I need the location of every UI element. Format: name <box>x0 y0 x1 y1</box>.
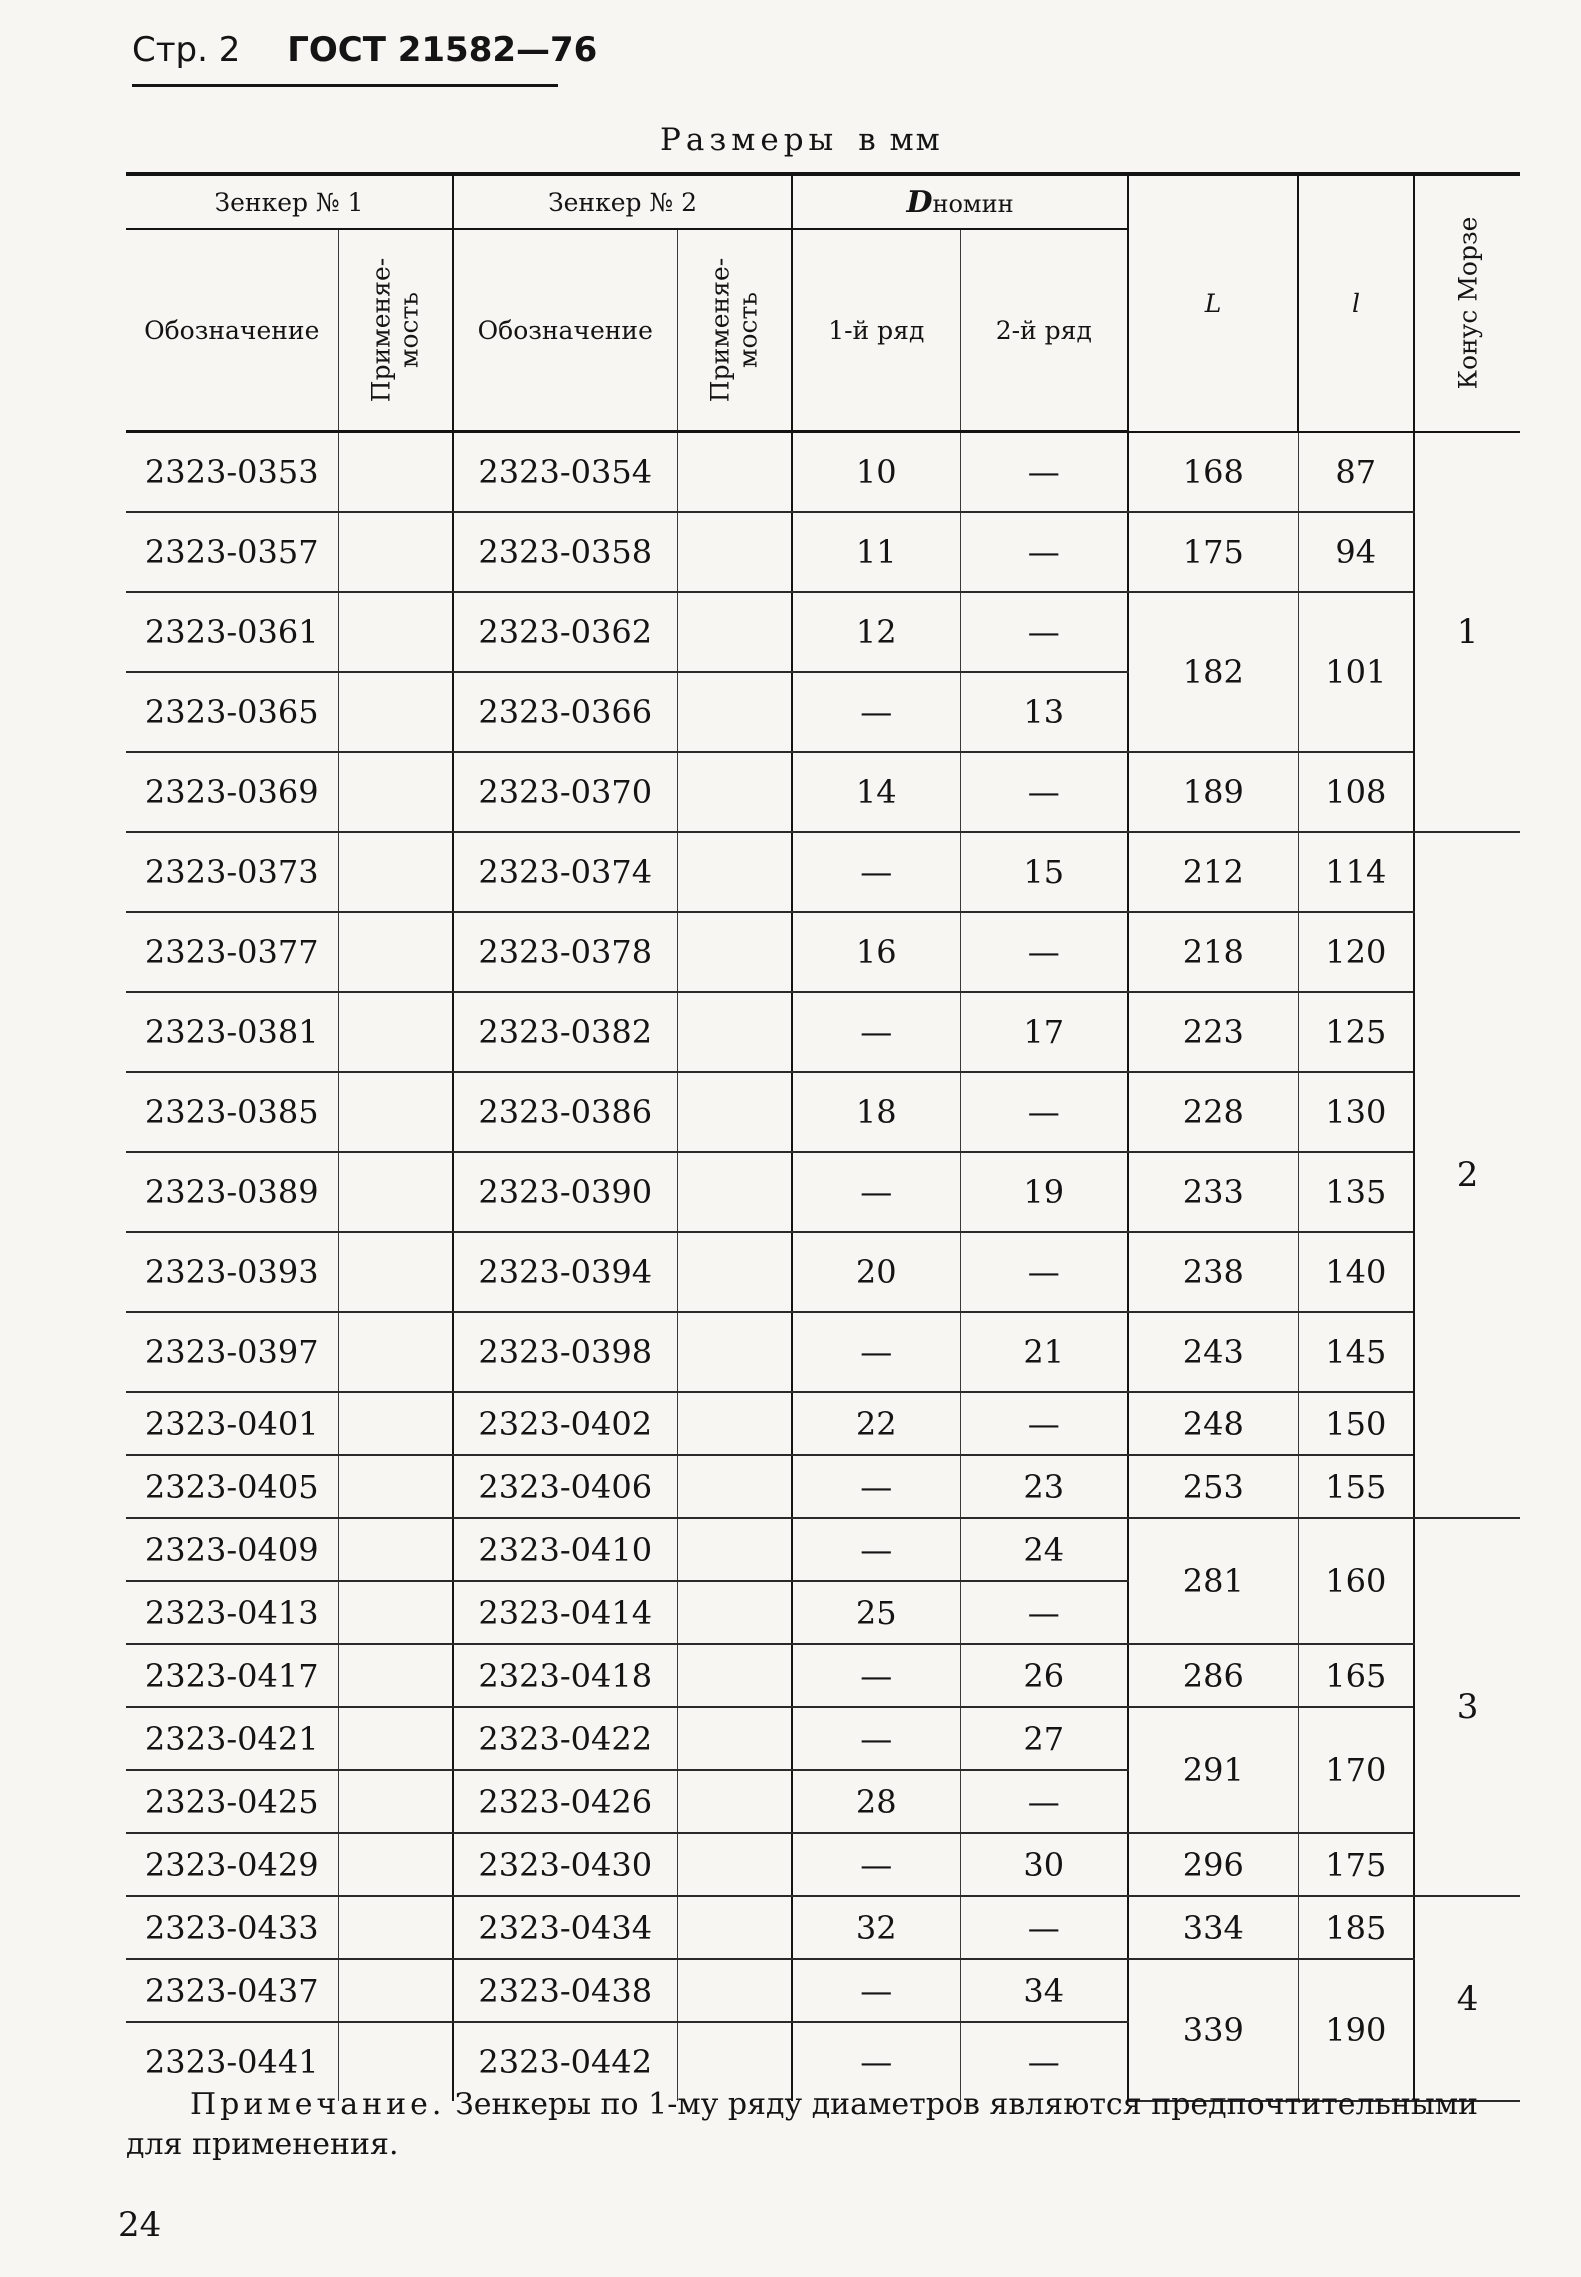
applicability-cell <box>677 432 792 513</box>
d-row2-value: 21 <box>960 1312 1128 1392</box>
zenker1-designation: 2323-0377 <box>126 912 338 992</box>
d-row2-value: — <box>960 1072 1128 1152</box>
d-row2-value: 34 <box>960 1959 1128 2022</box>
table-note <box>126 2085 1526 2165</box>
length-l-value: 135 <box>1298 1152 1414 1232</box>
zenker2-designation: 2323-0422 <box>453 1707 677 1770</box>
applicability-cell <box>677 1833 792 1896</box>
page-label: Стр. 2 <box>132 30 241 70</box>
d-row2-value: — <box>960 1232 1128 1312</box>
zenker1-designation: 2323-0437 <box>126 1959 338 2022</box>
d-row1-value: 20 <box>792 1232 960 1312</box>
length-L-value: 248 <box>1128 1392 1298 1455</box>
table-row <box>126 1232 1520 1312</box>
d-row2-value: — <box>960 512 1128 592</box>
d-row1-value: — <box>792 1455 960 1518</box>
d-row2-value: — <box>960 1896 1128 1959</box>
zenker1-designation: 2323-0401 <box>126 1392 338 1455</box>
zenker1-designation: 2323-0413 <box>126 1581 338 1644</box>
zenker2-designation: 2323-0382 <box>453 992 677 1072</box>
length-L-value: 212 <box>1128 832 1298 912</box>
table-row <box>126 1896 1520 1959</box>
applicability-cell <box>677 1455 792 1518</box>
zenker2-designation: 2323-0362 <box>453 592 677 672</box>
header-l: l <box>1298 174 1414 432</box>
d-row2-value: 30 <box>960 1833 1128 1896</box>
length-L-value: 339 <box>1128 1959 1298 2101</box>
length-l-value: 108 <box>1298 752 1414 832</box>
d-row2-value: — <box>960 2022 1128 2101</box>
applicability-cell <box>338 992 453 1072</box>
zenker1-designation: 2323-0397 <box>126 1312 338 1392</box>
zenker2-designation: 2323-0402 <box>453 1392 677 1455</box>
applicability-cell <box>338 1644 453 1707</box>
zenker1-designation: 2323-0389 <box>126 1152 338 1232</box>
header-row-2: 2-й ряд <box>960 229 1128 432</box>
zenker1-designation: 2323-0405 <box>126 1455 338 1518</box>
length-L-value: 218 <box>1128 912 1298 992</box>
d-row2-value: — <box>960 432 1128 513</box>
length-L-value: 238 <box>1128 1232 1298 1312</box>
table-row <box>126 1312 1520 1392</box>
applicability-cell <box>338 1392 453 1455</box>
d-row1-value: — <box>792 672 960 752</box>
applicability-label-1: Применяе-мость <box>366 257 424 403</box>
d-row1-value: 28 <box>792 1770 960 1833</box>
d-row2-value: 26 <box>960 1644 1128 1707</box>
d-row2-value: — <box>960 912 1128 992</box>
zenker2-designation: 2323-0410 <box>453 1518 677 1581</box>
applicability-cell <box>677 1072 792 1152</box>
length-L-value: 182 <box>1128 592 1298 752</box>
zenker2-designation: 2323-0414 <box>453 1581 677 1644</box>
d-row1-value: 32 <box>792 1896 960 1959</box>
d-row2-value: 23 <box>960 1455 1128 1518</box>
zenker1-designation: 2323-0433 <box>126 1896 338 1959</box>
d-row1-value: — <box>792 1312 960 1392</box>
d-row2-value: — <box>960 1392 1128 1455</box>
table-row <box>126 1152 1520 1232</box>
applicability-cell <box>338 1833 453 1896</box>
table-row <box>126 512 1520 592</box>
zenker1-designation: 2323-0421 <box>126 1707 338 1770</box>
zenker2-designation: 2323-0366 <box>453 672 677 752</box>
d-symbol: D <box>906 184 933 220</box>
applicability-cell <box>677 1959 792 2022</box>
table-row <box>126 1072 1520 1152</box>
table-row <box>126 1455 1520 1518</box>
applicability-cell <box>677 592 792 672</box>
length-l-value: 145 <box>1298 1312 1414 1392</box>
applicability-cell <box>338 1232 453 1312</box>
length-l-value: 165 <box>1298 1644 1414 1707</box>
applicability-label-2: Применяе-мость <box>705 257 763 403</box>
zenker1-designation: 2323-0357 <box>126 512 338 592</box>
applicability-cell <box>338 1707 453 1770</box>
table-row <box>126 1833 1520 1896</box>
header-applicability-2 <box>677 229 792 432</box>
table-row <box>126 1707 1520 1770</box>
morse-group-2: 2 <box>1414 832 1520 1518</box>
header-applicability-1 <box>338 229 453 432</box>
d-row1-value: — <box>792 992 960 1072</box>
length-l-value: 160 <box>1298 1518 1414 1644</box>
zenker2-designation: 2323-0358 <box>453 512 677 592</box>
zenker2-designation: 2323-0430 <box>453 1833 677 1896</box>
applicability-cell <box>677 912 792 992</box>
length-l-value: 175 <box>1298 1833 1414 1896</box>
applicability-cell <box>338 1581 453 1644</box>
page-header <box>132 30 597 70</box>
length-l-value: 155 <box>1298 1455 1414 1518</box>
d-row1-value: — <box>792 1644 960 1707</box>
d-row2-value: — <box>960 752 1128 832</box>
zenker2-designation: 2323-0442 <box>453 2022 677 2101</box>
applicability-cell <box>677 1896 792 1959</box>
zenker2-designation: 2323-0374 <box>453 832 677 912</box>
applicability-cell <box>677 1707 792 1770</box>
morse-group-3: 3 <box>1414 1518 1520 1896</box>
note-label: Примечание. <box>190 2087 446 2122</box>
length-L-value: 291 <box>1128 1707 1298 1833</box>
d-row1-value: — <box>792 1152 960 1232</box>
d-row1-value: 14 <box>792 752 960 832</box>
morse-group-1: 1 <box>1414 432 1520 833</box>
units-caption <box>660 122 942 158</box>
header-designation-1: Обозначение <box>126 229 338 432</box>
units-suffix: в мм <box>858 122 942 158</box>
zenker1-designation: 2323-0361 <box>126 592 338 672</box>
applicability-cell <box>338 1770 453 1833</box>
note-text: Зенкеры по 1-му ряду диаметров являются предпочтительными для применения. <box>126 2087 1479 2162</box>
zenker1-designation: 2323-0409 <box>126 1518 338 1581</box>
zenker2-designation: 2323-0426 <box>453 1770 677 1833</box>
applicability-cell <box>338 1072 453 1152</box>
applicability-cell <box>677 992 792 1072</box>
length-l-value: 150 <box>1298 1392 1414 1455</box>
zenker1-designation: 2323-0373 <box>126 832 338 912</box>
length-L-value: 223 <box>1128 992 1298 1072</box>
d-row1-value: 10 <box>792 432 960 513</box>
d-row2-value: — <box>960 1770 1128 1833</box>
table-row <box>126 992 1520 1072</box>
zenker2-designation: 2323-0386 <box>453 1072 677 1152</box>
applicability-cell <box>677 832 792 912</box>
standard-number: ГОСТ 21582—76 <box>287 30 598 70</box>
applicability-cell <box>338 1152 453 1232</box>
length-L-value: 253 <box>1128 1455 1298 1518</box>
length-l-value: 130 <box>1298 1072 1414 1152</box>
header-zenker-2: Зенкер № 2 <box>453 174 792 229</box>
length-l-value: 101 <box>1298 592 1414 752</box>
header-morse-taper <box>1414 174 1520 432</box>
length-L-value: 168 <box>1128 432 1298 513</box>
morse-group-4: 4 <box>1414 1896 1520 2101</box>
d-row1-value: 11 <box>792 512 960 592</box>
length-l-value: 125 <box>1298 992 1414 1072</box>
zenker1-designation: 2323-0365 <box>126 672 338 752</box>
zenker2-designation: 2323-0370 <box>453 752 677 832</box>
header-row-1: 1-й ряд <box>792 229 960 432</box>
applicability-cell <box>338 672 453 752</box>
applicability-cell <box>677 1518 792 1581</box>
d-row2-value: 24 <box>960 1518 1128 1581</box>
applicability-cell <box>338 1518 453 1581</box>
d-row1-value: — <box>792 1518 960 1581</box>
table-row <box>126 752 1520 832</box>
table-body <box>126 432 1520 2102</box>
note-paragraph <box>126 2085 1526 2165</box>
length-l-value: 120 <box>1298 912 1414 992</box>
applicability-cell <box>677 1581 792 1644</box>
length-l-value: 94 <box>1298 512 1414 592</box>
d-row1-value: 18 <box>792 1072 960 1152</box>
zenker2-designation: 2323-0406 <box>453 1455 677 1518</box>
zenker1-designation: 2323-0393 <box>126 1232 338 1312</box>
length-L-value: 281 <box>1128 1518 1298 1644</box>
units-title: Размеры <box>660 122 839 158</box>
zenker2-designation: 2323-0378 <box>453 912 677 992</box>
length-L-value: 189 <box>1128 752 1298 832</box>
length-L-value: 175 <box>1128 512 1298 592</box>
d-row2-value: 27 <box>960 1707 1128 1770</box>
applicability-cell <box>338 752 453 832</box>
zenker1-designation: 2323-0369 <box>126 752 338 832</box>
applicability-cell <box>677 1152 792 1232</box>
header-underline <box>132 84 558 87</box>
applicability-cell <box>338 1896 453 1959</box>
table-row <box>126 912 1520 992</box>
zenker1-designation: 2323-0353 <box>126 432 338 513</box>
d-row2-value: — <box>960 1581 1128 1644</box>
zenker1-designation: 2323-0381 <box>126 992 338 1072</box>
header-d-nominal <box>792 174 1128 229</box>
applicability-cell <box>338 512 453 592</box>
applicability-cell <box>677 1644 792 1707</box>
length-L-value: 243 <box>1128 1312 1298 1392</box>
length-L-value: 334 <box>1128 1896 1298 1959</box>
length-l-value: 190 <box>1298 1959 1414 2101</box>
zenker1-designation: 2323-0425 <box>126 1770 338 1833</box>
applicability-cell <box>677 752 792 832</box>
dimensions-table <box>126 172 1520 2102</box>
length-L-value: 233 <box>1128 1152 1298 1232</box>
header-designation-2: Обозначение <box>453 229 677 432</box>
d-row1-value: — <box>792 1833 960 1896</box>
d-row1-value: — <box>792 2022 960 2101</box>
d-row1-value: — <box>792 1707 960 1770</box>
applicability-cell <box>338 592 453 672</box>
zenker1-designation: 2323-0429 <box>126 1833 338 1896</box>
applicability-cell <box>677 1312 792 1392</box>
table-row <box>126 1959 1520 2022</box>
d-row1-value: — <box>792 832 960 912</box>
applicability-cell <box>677 512 792 592</box>
zenker1-designation: 2323-0417 <box>126 1644 338 1707</box>
d-row2-value: 17 <box>960 992 1128 1072</box>
zenker2-designation: 2323-0394 <box>453 1232 677 1312</box>
d-row1-value: 25 <box>792 1581 960 1644</box>
zenker2-designation: 2323-0398 <box>453 1312 677 1392</box>
d-row2-value: 15 <box>960 832 1128 912</box>
zenker1-designation: 2323-0385 <box>126 1072 338 1152</box>
applicability-cell <box>677 1392 792 1455</box>
applicability-cell <box>338 432 453 513</box>
d-row1-value: — <box>792 1959 960 2022</box>
applicability-cell <box>338 912 453 992</box>
d-row2-value: 13 <box>960 672 1128 752</box>
d-row1-value: 16 <box>792 912 960 992</box>
length-l-value: 87 <box>1298 432 1414 513</box>
applicability-cell <box>338 832 453 912</box>
page-number: 24 <box>118 2205 162 2245</box>
d-row2-value: 19 <box>960 1152 1128 1232</box>
morse-taper-label: Конус Морзе <box>1452 216 1482 390</box>
length-l-value: 114 <box>1298 832 1414 912</box>
header-L: L <box>1128 174 1298 432</box>
applicability-cell <box>338 1455 453 1518</box>
applicability-cell <box>677 1232 792 1312</box>
table-row <box>126 832 1520 912</box>
zenker1-designation: 2323-0441 <box>144 2043 319 2081</box>
zenker2-designation: 2323-0354 <box>453 432 677 513</box>
d-row1-value: 12 <box>792 592 960 672</box>
length-l-value: 185 <box>1298 1896 1414 1959</box>
table-row <box>126 1644 1520 1707</box>
header-zenker-1: Зенкер № 1 <box>126 174 453 229</box>
length-L-value: 296 <box>1128 1833 1298 1896</box>
table-row <box>126 592 1520 672</box>
applicability-cell <box>338 1312 453 1392</box>
applicability-cell <box>677 1770 792 1833</box>
d-subscript: номин <box>932 189 1014 218</box>
applicability-cell <box>338 1959 453 2022</box>
d-row1-value: 22 <box>792 1392 960 1455</box>
zenker2-designation: 2323-0390 <box>453 1152 677 1232</box>
table-row <box>126 1518 1520 1581</box>
zenker2-designation: 2323-0418 <box>453 1644 677 1707</box>
table-row <box>126 1392 1520 1455</box>
d-row2-value: — <box>960 592 1128 672</box>
length-l-value: 170 <box>1298 1707 1414 1833</box>
applicability-cell <box>677 672 792 752</box>
length-L-value: 286 <box>1128 1644 1298 1707</box>
table-row <box>126 432 1520 513</box>
zenker2-designation: 2323-0438 <box>453 1959 677 2022</box>
zenker2-designation: 2323-0434 <box>453 1896 677 1959</box>
length-L-value: 228 <box>1128 1072 1298 1152</box>
length-l-value: 140 <box>1298 1232 1414 1312</box>
